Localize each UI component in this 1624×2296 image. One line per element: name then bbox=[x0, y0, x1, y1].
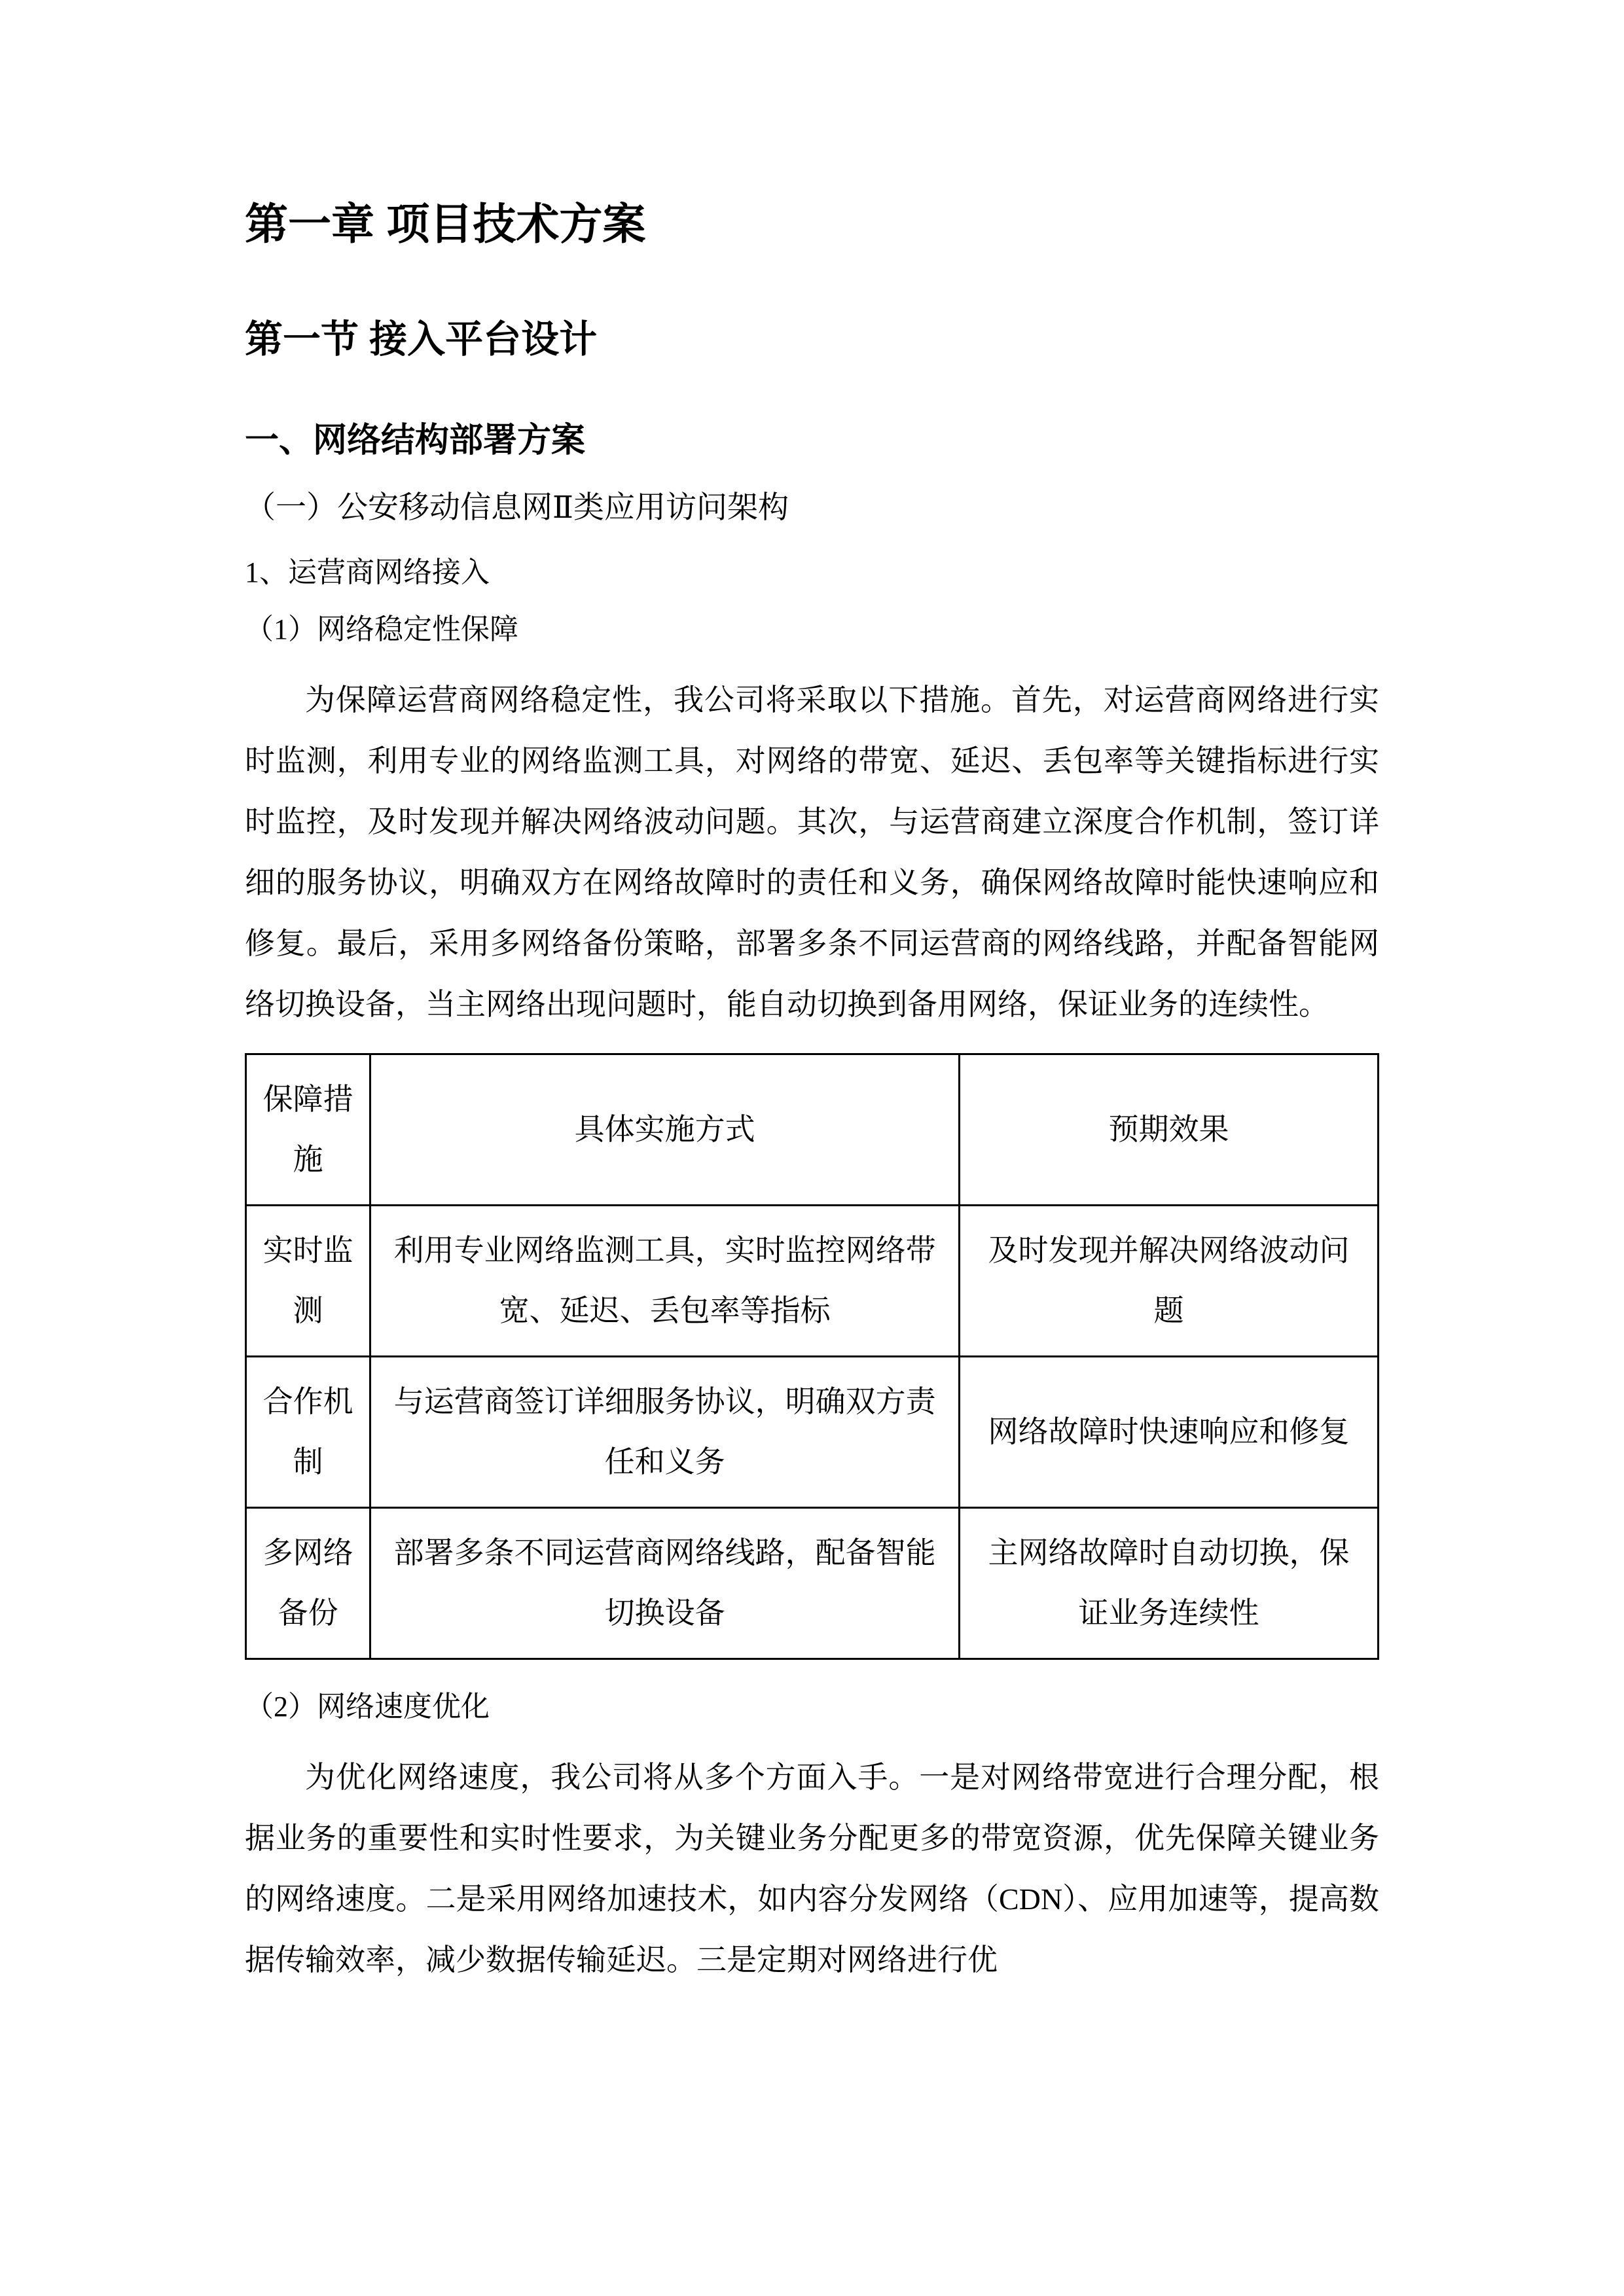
table-cell-implementation: 部署多条不同运营商网络线路，配备智能切换设备 bbox=[370, 1507, 960, 1659]
table-header-expected-effect: 预期效果 bbox=[959, 1054, 1378, 1205]
table-header-implementation: 具体实施方式 bbox=[370, 1054, 960, 1205]
subsection-title: 一、网络结构部署方案 bbox=[245, 422, 586, 460]
paragraph-network-speed: 为优化网络速度，我公司将从多个方面入手。一是对网络带宽进行合理分配，根据业务的重要性和实时性要求，为关键业务分配更多的带宽资源，优先保障关键业务的网络速度。二是采用网络加速技术，如内容分发网络（CDN）、应用加速等，提高数据传输效率，减少数据传输延迟。三是定期对网络进行优 bbox=[245, 1760, 1379, 1977]
guarantee-measures-table bbox=[245, 1053, 1379, 1660]
numbered-item-1: 1、运营商网络接入 bbox=[245, 556, 490, 589]
table-header-measure: 保障措施 bbox=[246, 1054, 370, 1205]
numbered-item-1-2: （2）网络速度优化 bbox=[245, 1690, 490, 1723]
table-cell-measure: 多网络备份 bbox=[246, 1507, 370, 1659]
table-cell-measure: 实时监测 bbox=[246, 1205, 370, 1356]
numbered-item-1-1: （1）网络稳定性保障 bbox=[245, 613, 518, 646]
table-cell-measure: 合作机制 bbox=[246, 1356, 370, 1507]
table-cell-effect: 主网络故障时自动切换，保证业务连续性 bbox=[959, 1507, 1378, 1659]
sub-subsection-title: （一）公安移动信息网Ⅱ类应用访问架构 bbox=[245, 491, 789, 526]
table-cell-effect: 网络故障时快速响应和修复 bbox=[959, 1356, 1378, 1507]
section-title: 第一节 接入平台设计 bbox=[245, 317, 598, 361]
table-header-row bbox=[246, 1054, 1379, 1205]
table-row bbox=[246, 1205, 1379, 1356]
table-cell-implementation: 利用专业网络监测工具，实时监控网络带宽、延迟、丢包率等指标 bbox=[370, 1205, 960, 1356]
table-row bbox=[246, 1356, 1379, 1507]
table-row bbox=[246, 1507, 1379, 1659]
chapter-title: 第一章 项目技术方案 bbox=[245, 200, 646, 248]
table-cell-implementation: 与运营商签订详细服务协议，明确双方责任和义务 bbox=[370, 1356, 960, 1507]
paragraph-network-stability: 为保障运营商网络稳定性，我公司将采取以下措施。首先，对运营商网络进行实时监测，利用专业的网络监测工具，对网络的带宽、延迟、丢包率等关键指标进行实时监控，及时发现并解决网络波动问题。其次，与运营商建立深度合作机制，签订详细的服务协议，明确双方在网络故障时的责任和义务，确保网络故障时能快速响应和修复。最后，采用多网络备份策略，部署多条不同运营商的网络线路，并配备智能网络切换设备，当主网络出现问题时，能自动切换到备用网络，保证业务的连续性。 bbox=[245, 683, 1379, 1021]
table-cell-effect: 及时发现并解决网络波动问题 bbox=[959, 1205, 1378, 1356]
